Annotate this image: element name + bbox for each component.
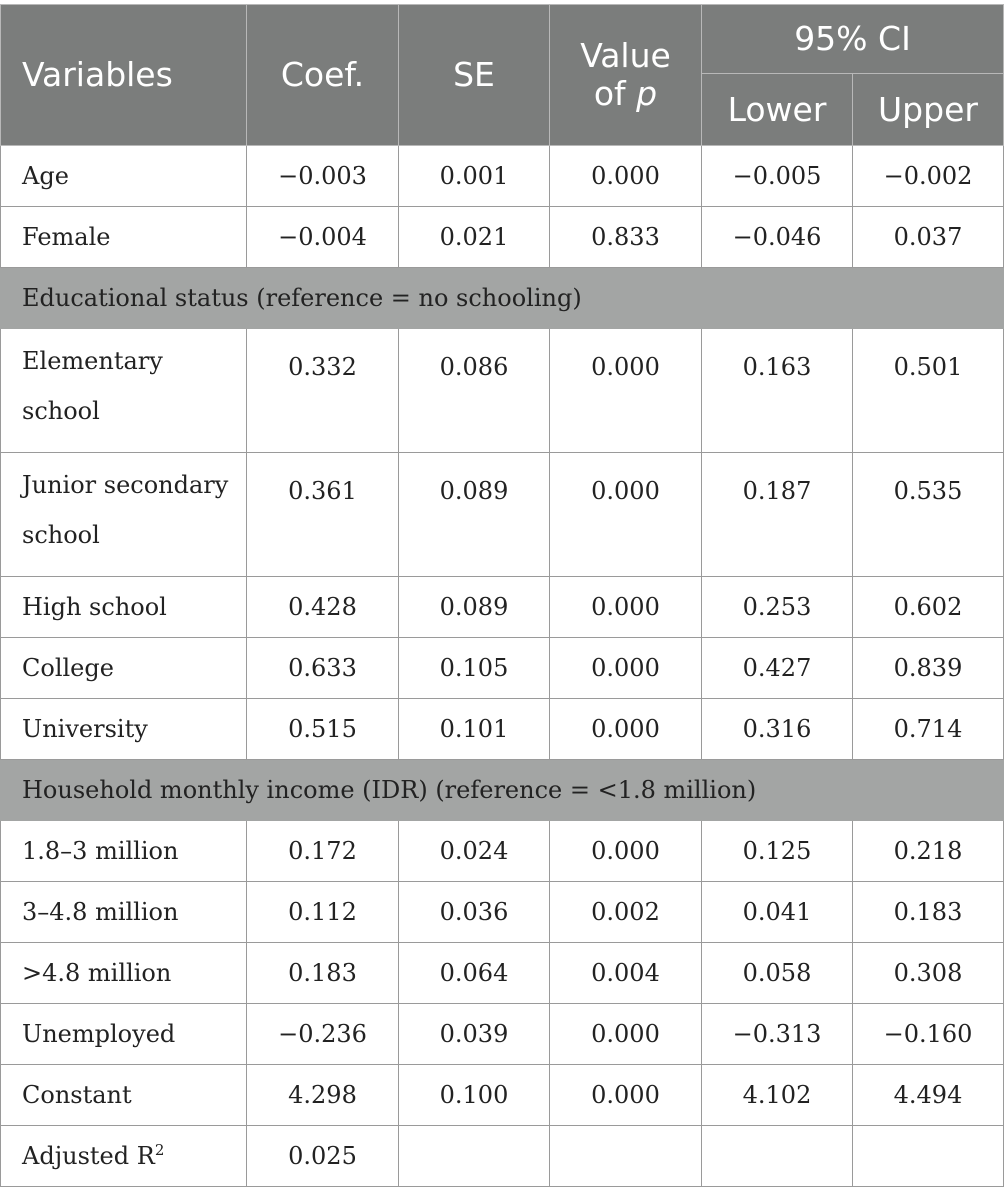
cell-se: 0.021 xyxy=(399,207,550,268)
row-label: Elementary school xyxy=(1,329,247,453)
cell-se: 0.100 xyxy=(399,1065,550,1126)
cell-lower: 0.187 xyxy=(702,453,853,577)
cell-se: 0.039 xyxy=(399,1004,550,1065)
cell-p: 0.000 xyxy=(550,1065,702,1126)
cell-se: 0.064 xyxy=(399,943,550,1004)
cell-upper: 0.535 xyxy=(853,453,1004,577)
cell-coef: 0.332 xyxy=(247,329,399,453)
cell-coef: −0.003 xyxy=(247,146,399,207)
cell-lower: −0.005 xyxy=(702,146,853,207)
row-label: Junior secondary school xyxy=(1,453,247,577)
row-label: 3–4.8 million xyxy=(1,882,247,943)
cell-coef: −0.004 xyxy=(247,207,399,268)
table-row xyxy=(1,329,1004,453)
cell-upper: 0.714 xyxy=(853,699,1004,760)
table-row xyxy=(1,146,1004,207)
cell-se: 0.036 xyxy=(399,882,550,943)
cell-p: 0.002 xyxy=(550,882,702,943)
table-row xyxy=(1,821,1004,882)
section-label-income: Household monthly income (IDR) (reference = <1.8 million) xyxy=(1,760,1004,821)
cell-se: 0.024 xyxy=(399,821,550,882)
cell-lower: 0.163 xyxy=(702,329,853,453)
cell-lower: −0.313 xyxy=(702,1004,853,1065)
cell-se: 0.105 xyxy=(399,638,550,699)
cell-lower: 0.041 xyxy=(702,882,853,943)
cell-upper: 4.494 xyxy=(853,1065,1004,1126)
header-lower: Lower xyxy=(702,74,853,146)
cell-lower: 0.058 xyxy=(702,943,853,1004)
cell-lower-empty xyxy=(702,1126,853,1187)
section-label-education: Educational status (reference = no schooling) xyxy=(1,268,1004,329)
cell-se-empty xyxy=(399,1126,550,1187)
table-row xyxy=(1,207,1004,268)
cell-p: 0.000 xyxy=(550,577,702,638)
cell-p: 0.000 xyxy=(550,638,702,699)
cell-p: 0.000 xyxy=(550,453,702,577)
row-label: Constant xyxy=(1,1065,247,1126)
cell-upper: 0.183 xyxy=(853,882,1004,943)
row-label: High school xyxy=(1,577,247,638)
cell-lower: −0.046 xyxy=(702,207,853,268)
table-row xyxy=(1,1004,1004,1065)
superscript-2: 2 xyxy=(154,1141,165,1159)
cell-lower: 0.316 xyxy=(702,699,853,760)
header-variables: Variables xyxy=(1,5,247,146)
table-header xyxy=(1,5,1004,146)
cell-coef: 0.361 xyxy=(247,453,399,577)
table-row xyxy=(1,882,1004,943)
cell-p: 0.000 xyxy=(550,146,702,207)
row-label-adjusted-r2 xyxy=(1,1126,247,1187)
cell-lower: 0.427 xyxy=(702,638,853,699)
table-row xyxy=(1,1065,1004,1126)
table-row xyxy=(1,943,1004,1004)
cell-se: 0.101 xyxy=(399,699,550,760)
cell-lower: 0.125 xyxy=(702,821,853,882)
cell-lower: 0.253 xyxy=(702,577,853,638)
table-row xyxy=(1,577,1004,638)
header-value-line1: Value xyxy=(580,36,671,75)
cell-coef: −0.236 xyxy=(247,1004,399,1065)
cell-coef: 0.428 xyxy=(247,577,399,638)
cell-upper-empty xyxy=(853,1126,1004,1187)
table-row xyxy=(1,699,1004,760)
cell-coef: 0.633 xyxy=(247,638,399,699)
cell-upper: 0.839 xyxy=(853,638,1004,699)
header-p-italic: p xyxy=(636,74,658,113)
table-row xyxy=(1,638,1004,699)
row-label: Age xyxy=(1,146,247,207)
cell-coef: 0.025 xyxy=(247,1126,399,1187)
cell-coef: 4.298 xyxy=(247,1065,399,1126)
cell-coef: 0.515 xyxy=(247,699,399,760)
header-coef: Coef. xyxy=(247,5,399,146)
cell-se: 0.089 xyxy=(399,453,550,577)
adjusted-r-text: Adjusted R xyxy=(22,1142,155,1170)
cell-upper: 0.308 xyxy=(853,943,1004,1004)
cell-upper: 0.602 xyxy=(853,577,1004,638)
cell-se: 0.089 xyxy=(399,577,550,638)
cell-p-empty xyxy=(550,1126,702,1187)
cell-upper: −0.002 xyxy=(853,146,1004,207)
cell-upper: −0.160 xyxy=(853,1004,1004,1065)
section-row-education xyxy=(1,268,1004,329)
table-row xyxy=(1,1126,1004,1187)
row-label: 1.8–3 million xyxy=(1,821,247,882)
cell-p: 0.000 xyxy=(550,1004,702,1065)
row-label: Female xyxy=(1,207,247,268)
header-value-line2: of xyxy=(593,74,637,113)
cell-coef: 0.183 xyxy=(247,943,399,1004)
row-label: University xyxy=(1,699,247,760)
cell-p: 0.000 xyxy=(550,699,702,760)
header-value-of-p xyxy=(550,5,702,146)
header-se: SE xyxy=(399,5,550,146)
cell-upper: 0.218 xyxy=(853,821,1004,882)
header-95ci: 95% CI xyxy=(702,5,1004,74)
cell-p: 0.000 xyxy=(550,821,702,882)
row-label: Unemployed xyxy=(1,1004,247,1065)
cell-se: 0.086 xyxy=(399,329,550,453)
cell-upper: 0.037 xyxy=(853,207,1004,268)
cell-p: 0.004 xyxy=(550,943,702,1004)
cell-p: 0.833 xyxy=(550,207,702,268)
table-row xyxy=(1,453,1004,577)
cell-lower: 4.102 xyxy=(702,1065,853,1126)
cell-se: 0.001 xyxy=(399,146,550,207)
cell-p: 0.000 xyxy=(550,329,702,453)
row-label: College xyxy=(1,638,247,699)
header-upper: Upper xyxy=(853,74,1004,146)
cell-upper: 0.501 xyxy=(853,329,1004,453)
cell-coef: 0.112 xyxy=(247,882,399,943)
section-row-income xyxy=(1,760,1004,821)
row-label: >4.8 million xyxy=(1,943,247,1004)
cell-coef: 0.172 xyxy=(247,821,399,882)
regression-table xyxy=(0,4,1004,1187)
